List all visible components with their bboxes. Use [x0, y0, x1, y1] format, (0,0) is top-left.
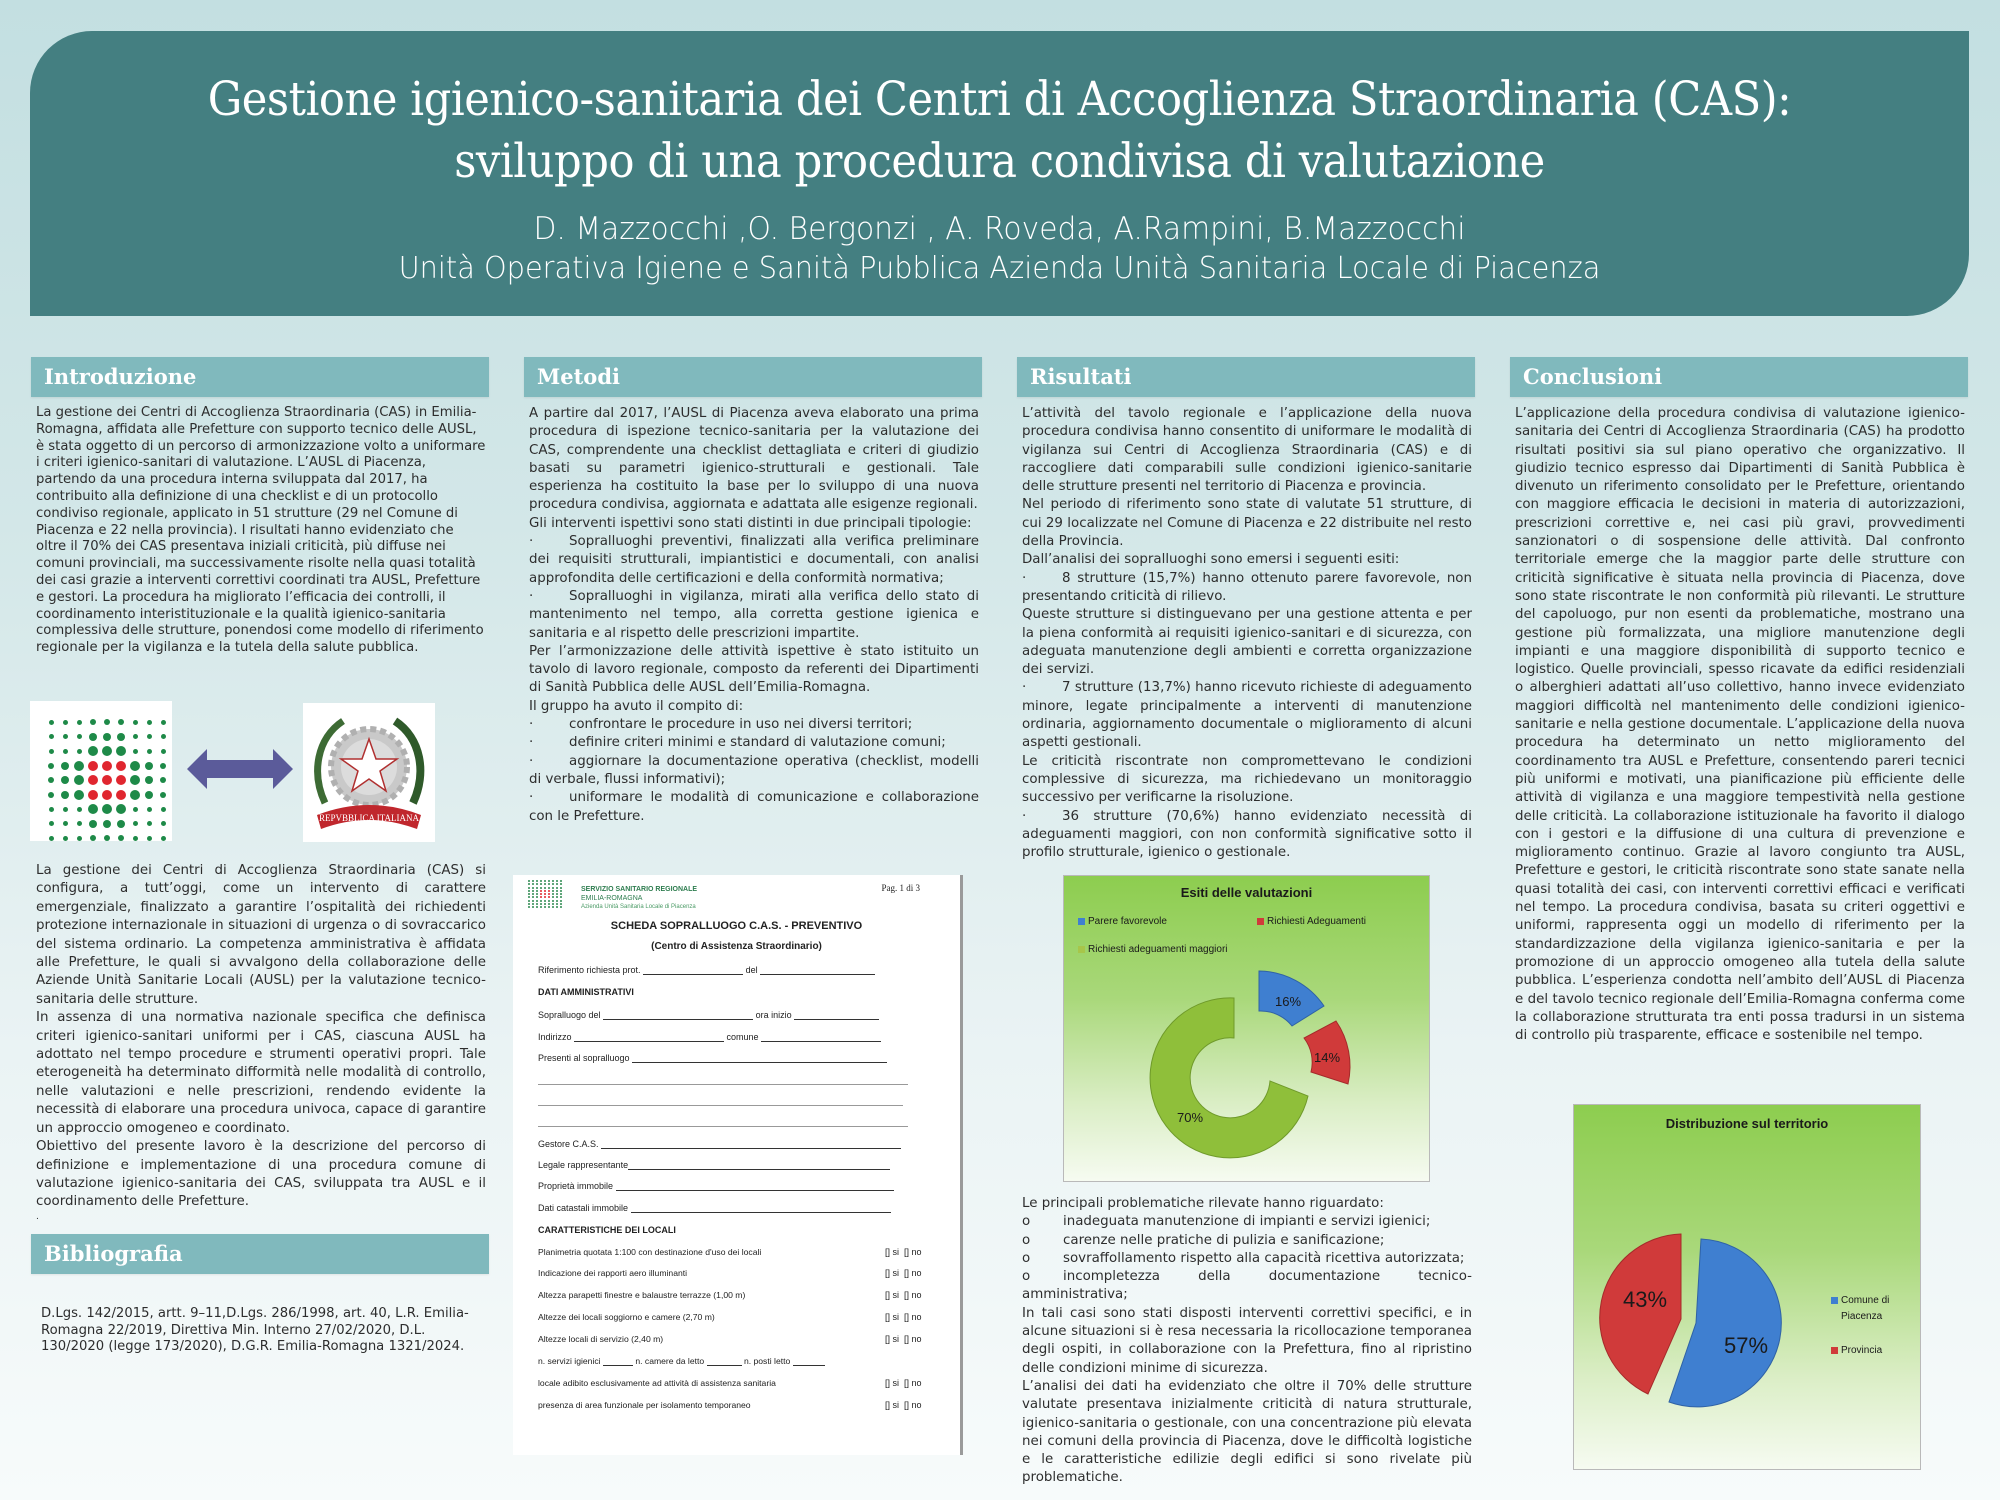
dot — [77, 749, 82, 754]
legend-item-parere-favorevole: Parere favorevole — [1078, 916, 1167, 927]
dot — [48, 777, 54, 783]
dot — [63, 836, 68, 841]
dot — [552, 880, 554, 882]
dot — [552, 900, 554, 902]
dot — [556, 900, 558, 902]
dot — [540, 896, 542, 898]
dot — [118, 719, 124, 725]
intro-paragraph-2: In assenza di una normativa nazionale specifica che definisca criteri igienico-sanitari uniformi per i CAS, ciascuna AUSL ha adottato nel tempo procedure e strumenti operativi propri. Tale eterogeneità ha determinato difformità nelle modalità di controllo, nelle valutazioni e nelle prescrizioni, rendendo evidente la necessità di elaborare una procedura univoca, capace di garantire un approccio omogeneo e coordinato. — [36, 1010, 486, 1136]
dot — [532, 893, 534, 895]
form-subtitle: (Centro di Assistenza Straordinario) — [651, 941, 822, 952]
dot — [536, 887, 538, 889]
dot — [528, 903, 530, 905]
dot — [133, 734, 138, 739]
dot — [540, 890, 542, 892]
dot — [540, 906, 542, 908]
dot — [77, 807, 82, 812]
section-heading-bibliografia: Bibliografia — [31, 1234, 489, 1274]
dot — [102, 761, 112, 771]
chart-distribuzione-territorio — [1573, 1104, 1921, 1470]
pie-chart-icon — [1574, 1105, 1920, 1469]
dot — [118, 835, 124, 841]
dot — [48, 763, 54, 769]
dot — [145, 762, 153, 770]
legend-swatch-red — [1831, 1347, 1838, 1354]
dot — [63, 720, 68, 725]
dot — [133, 836, 138, 841]
svg-text:43%: 43% — [1622, 1287, 1668, 1312]
dot — [147, 821, 152, 826]
metodi-body — [529, 405, 979, 826]
dot — [90, 835, 96, 841]
dot — [560, 893, 562, 895]
dot — [161, 836, 166, 841]
dot — [548, 880, 550, 882]
dot — [61, 791, 69, 799]
dot — [560, 903, 562, 905]
dot — [49, 821, 54, 826]
dot — [556, 883, 558, 885]
trailing-dot: . — [36, 1211, 39, 1222]
form-row-catastali: Dati catastali immobile — [538, 1203, 891, 1213]
dot — [532, 880, 534, 882]
dot — [49, 807, 54, 812]
affiliation: Unità Operativa Igiene e Sanità Pubblica Azienda Unità Sanitaria Locale di Piacenza — [398, 251, 1601, 286]
risultati-paragraph-3: Dall’analisi dei sopralluoghi sono emersi i seguenti esiti: — [1022, 552, 1400, 568]
form-row-counts: n. servizi igienici n. camere da letto n. posti letto — [538, 1356, 825, 1366]
metodi-paragraph-1: A partire dal 2017, l’AUSL di Piacenza aveva elaborato una prima procedura di ispezione tecnico-sanitaria per la valutazione dei CAS, comprendente una checklist dettagliata e criteri di giudizio basati su parametri igienico-strutturali e gestionali. Tale esperienza ha costituito la base per lo sviluppo di una nuova procedura condivisa, aggiornata e adattata alle esigenze regionali. — [529, 406, 979, 513]
dot — [74, 761, 84, 771]
dot — [116, 775, 126, 785]
dot — [160, 777, 166, 783]
form-title: SCHEDA SOPRALLUOGO C.A.S. - PREVENTIVO — [610, 920, 863, 932]
chart-esiti-valutazioni — [1063, 875, 1430, 1182]
dot — [74, 775, 84, 785]
metodi-paragraph-2: Gli interventi ispettivi sono stati distinti in due principali tipologie: — [529, 515, 972, 531]
dot — [88, 790, 98, 800]
dot — [145, 776, 153, 784]
dot — [560, 887, 562, 889]
metodi-task-3: · aggiornare la documentazione operativa (checklist, modelli di verbale, flussi informativi); — [529, 753, 979, 787]
dot — [145, 791, 153, 799]
dot — [540, 900, 542, 902]
intro-paragraph-3: Obiettivo del presente lavoro è la descrizione del percorso di definizione e implementazione di una procedura comune di valutazione igienico-sanitaria dei CAS, sviluppata tra AUSL e il coordinamento delle Prefetture. — [36, 1139, 486, 1210]
italian-emblem-icon — [303, 703, 435, 842]
authors: D. Mazzocchi ,O. Bergonzi , A. Roveda, A.Rampini, B.Mazzocchi — [533, 211, 1466, 247]
risultati-paragraph-1: L’attività del tavolo regionale e l’applicazione della nuova procedura condivisa hanno consentito di uniformare le modalità di vigilanza sui Centri di Accoglienza Straordinaria (CAS) e di raccogliere dati comparabili sulle condizioni igienico-sanitarie delle strutture presenti nel territorio di Piacenza e provincia. — [1022, 406, 1472, 495]
dot — [103, 733, 111, 741]
dot — [102, 790, 112, 800]
form-row-legale: Legale rappresentante — [538, 1160, 890, 1170]
chart-title: Distribuzione sul territorio — [1665, 1116, 1829, 1131]
form-check-row: presenza di area funzionale per isolamento temporaneo — [538, 1400, 751, 1410]
form-section-caratteristiche: CARATTERISTICHE DEI LOCALI — [538, 1225, 676, 1235]
dot — [117, 733, 125, 741]
risultati-body-1 — [1022, 405, 1472, 862]
legend-item-adeguamenti-maggiori: Richiesti adeguamenti maggiori — [1078, 944, 1228, 955]
form-org: SERVIZIO SANITARIO REGIONALE EMILIA-ROMAGNA Azienda Unità Sanitaria Locale di Piacenza — [581, 886, 698, 910]
dot — [528, 880, 530, 882]
form-row-indirizzo: Indirizzo comune — [538, 1032, 881, 1042]
dot — [532, 887, 534, 889]
form-section-dati: DATI AMMINISTRATIVI — [538, 987, 634, 997]
dot — [49, 720, 54, 725]
form-check-si-no: [] si [] no — [885, 1378, 922, 1388]
dot — [548, 900, 550, 902]
dot — [104, 719, 110, 725]
dot — [540, 883, 542, 885]
dot — [556, 880, 558, 882]
form-check-row: locale adibito esclusivamente ad attività di assistenza sanitaria — [538, 1378, 776, 1388]
dot — [556, 896, 558, 898]
legend-swatch-blue — [1831, 1297, 1838, 1304]
dot — [544, 906, 546, 908]
dot — [117, 820, 125, 828]
dot — [116, 790, 126, 800]
dot — [544, 890, 546, 892]
metodi-type-1: · Sopralluoghi preventivi, finalizzati alla verifica preliminare dei requisiti strutturali, impiantistici e documentali, con analisi approfondita delle certificazioni e della conformità normativa; — [529, 534, 979, 586]
dot — [161, 720, 166, 725]
risultati-paragraph-2: Nel periodo di riferimento sono state di valutate 51 strutture, di cui 29 localizzate nel Comune di Piacenza e 22 distribuite nel resto della Provincia. — [1022, 497, 1472, 550]
dot — [102, 746, 112, 756]
dot — [61, 776, 69, 784]
dot — [147, 749, 152, 754]
dot — [88, 746, 98, 756]
legend-item-richiesti-adeguamenti: Richiesti Adeguamenti — [1257, 916, 1366, 927]
form-row-gestore: Gestore C.A.S. — [538, 1139, 901, 1149]
risultati-paragraph-7: In tali casi sono stati disposti interventi correttivi specifici, e in alcune situazioni si è resa necessaria la ricollocazione temporanea degli ospiti, in collaborazione con la Prefettura, fino al ripristino delle condizioni minime di sicurezza. — [1022, 1305, 1472, 1376]
metodi-type-2: · Sopralluoghi in vigilanza, mirati alla verifica dello stato di mantenimento nel tempo, alla corretta gestione igienica e sanitaria e al rispetto delle prescrizioni impartite. — [529, 588, 979, 641]
dot — [88, 761, 98, 771]
dot — [161, 734, 166, 739]
form-row-riferimento: Riferimento richiesta prot. del — [538, 965, 875, 975]
dot — [532, 890, 534, 892]
dot — [102, 775, 112, 785]
dot — [560, 880, 562, 882]
dot — [116, 746, 126, 756]
metodi-task-4: · uniformare le modalità di comunicazione e collaborazione con le Prefetture. — [529, 790, 979, 824]
dot — [540, 893, 542, 895]
form-check-row: Planimetria quotata 1:100 con destinazione d'uso dei locali — [538, 1247, 762, 1257]
dot — [63, 821, 68, 826]
dot — [102, 804, 112, 814]
form-check-si-no: [] si [] no — [885, 1247, 922, 1257]
dot — [560, 906, 562, 908]
svg-text:14%: 14% — [1313, 1050, 1341, 1065]
dot — [536, 903, 538, 905]
dot — [532, 896, 534, 898]
dot — [560, 896, 562, 898]
problem-item: o inadeguata manutenzione di impianti e servizi igienici; — [1022, 1214, 1431, 1230]
dot — [532, 883, 534, 885]
dot — [133, 720, 138, 725]
form-check-si-no: [] si [] no — [885, 1312, 922, 1322]
dot — [548, 906, 550, 908]
legend-item-comune-piacenza: Comune di Piacenza — [1831, 1293, 1889, 1325]
dot — [63, 749, 68, 754]
form-check-si-no: [] si [] no — [885, 1334, 922, 1344]
svg-text:57%: 57% — [1723, 1333, 1769, 1358]
dot — [556, 893, 558, 895]
dot — [552, 906, 554, 908]
dot-grid-icon — [44, 715, 170, 846]
dot — [536, 880, 538, 882]
svg-text:70%: 70% — [1176, 1110, 1204, 1125]
dot — [536, 893, 538, 895]
dot — [560, 890, 562, 892]
title-line-1: Gestione igienico-sanitaria dei Centri di Accoglienza Straordinaria (CAS): — [207, 72, 1792, 127]
intro-body — [36, 862, 486, 1222]
dot — [77, 734, 82, 739]
poster-title — [108, 31, 1892, 193]
dot — [88, 775, 98, 785]
dot — [540, 880, 542, 882]
poster-header — [30, 31, 1969, 316]
dot — [90, 719, 96, 725]
risultati-outcome-1: · 8 strutture (15,7%) hanno ottenuto parere favorevole, non presentando criticità di rilievo. — [1022, 570, 1472, 604]
form-check-row: Altezza parapetti finestre e balaustre terrazze (1,00 m) — [538, 1290, 746, 1300]
dot — [49, 749, 54, 754]
dot — [536, 890, 538, 892]
risultati-paragraph-8: L’analisi dei dati ha evidenziato che oltre il 70% delle strutture valutate presentava inizialmente criticità di natura strutturale, igienico-sanitaria o gestionale, con una concentrazione più elevata nei comuni della provincia di Piacenza, dove le difficoltà logistiche e le caratteristiche edilizie degli edifici si sono rivelate più problematiche. — [1022, 1378, 1472, 1486]
dot — [556, 890, 558, 892]
section-heading-metodi: Metodi — [524, 357, 982, 397]
dot — [528, 890, 530, 892]
dot — [103, 820, 111, 828]
dot — [528, 906, 530, 908]
ssr-emilia-romagna-logo — [30, 701, 172, 841]
section-heading-risultati: Risultati — [1017, 357, 1475, 397]
dot — [544, 880, 546, 882]
dot — [147, 836, 152, 841]
dot — [63, 734, 68, 739]
dot — [528, 883, 530, 885]
dot — [49, 836, 54, 841]
metodi-paragraph-4: Il gruppo ha avuto il compito di: — [529, 698, 744, 714]
dot — [161, 807, 166, 812]
dot — [548, 903, 550, 905]
intro-abstract: La gestione dei Centri di Accoglienza Straordinaria (CAS) in Emilia-Romagna, affidata alle Prefetture con supporto tecnico delle AUSL, è stata oggetto di un percorso di armonizzazione volto a uniformare i criteri igienico-sanitari di valutazione. L’AUSL di Piacenza, partendo da una procedura interna sviluppata dal 2017, ha contribuito alla definizione di una checklist e di un protocollo condiviso regionale, applicato in 51 strutture (29 nel Comune di Piacenza e 22 nella provincia). I risultati hanno evidenziato che oltre il 70% dei CAS presentava iniziali criticità, più diffuse nei comuni provinciali, ma successivamente risolte nella quasi totalità dei casi grazie a interventi correttivi coordinati tra AUSL, Prefetture e gestori. La procedura ha migliorato l’efficacia dei controlli, il coordinamento interistituzionale e la qualità igienico-sanitaria complessiva delle strutture, ponendosi come modello di riferimento regionale per la vigilanza e la tutela della salute pubblica. — [36, 405, 486, 656]
section-heading-introduzione: Introduzione — [31, 357, 489, 397]
dot — [544, 903, 546, 905]
dot — [77, 836, 82, 841]
dot — [160, 763, 166, 769]
problem-item: o incompletezza della documentazione tecnico-amministrativa; — [1022, 1269, 1472, 1303]
dot — [536, 906, 538, 908]
dot — [88, 804, 98, 814]
form-row-proprieta: Proprietà immobile — [538, 1181, 894, 1191]
form-logo-icon — [528, 880, 564, 910]
doughnut-chart-icon — [1064, 876, 1429, 1181]
dot — [133, 807, 138, 812]
svg-text:REPVBBLICA ITALIANA: REPVBBLICA ITALIANA — [318, 813, 420, 823]
dot — [161, 749, 166, 754]
double-arrow-icon — [187, 749, 293, 789]
form-page-number: Pag. 1 di 3 — [881, 883, 920, 893]
metodi-paragraph-3: Per l’armonizzazione delle attività ispettive è stato istituito un tavolo di lavoro regionale, composto da referenti dei Dipartimenti di Sanità Pubblica delle AUSL dell’Emilia-Romagna. — [529, 643, 979, 696]
risultati-outcome-2: · 7 strutture (13,7%) hanno ricevuto richieste di adeguamento minore, legate principalmente a interventi di manutenzione ordinaria, aggiornamento documentale o miglioramento di alcuni aspetti gestionali. — [1022, 680, 1472, 751]
dot — [556, 903, 558, 905]
dot — [556, 906, 558, 908]
dot — [532, 903, 534, 905]
form-blank-line — [538, 1075, 908, 1085]
dot — [528, 900, 530, 902]
dot — [544, 883, 546, 885]
form-blank-line — [538, 1117, 908, 1127]
dot — [89, 820, 97, 828]
dot — [540, 903, 542, 905]
dot — [536, 883, 538, 885]
risultati-paragraph-4: Queste strutture si distinguevano per una gestione attenta e per la piena conformità ai requisiti igienico-sanitari e di sicurezza, con adeguata manutenzione degli ambienti e corretta organizzazione dei servizi. — [1022, 607, 1472, 678]
dot — [48, 792, 54, 798]
dot — [548, 883, 550, 885]
metodi-task-1: · confrontare le procedure in uso nei diversi territori; — [529, 717, 913, 733]
problem-item: o carenze nelle pratiche di pulizia e sanificazione; — [1022, 1232, 1385, 1248]
title-line-2: sviluppo di una procedura condivisa di valutazione — [454, 134, 1545, 189]
dot — [536, 900, 538, 902]
form-check-si-no: [] si [] no — [885, 1400, 922, 1410]
conclusioni-body: L’applicazione della procedura condivisa di valutazione igienico-sanitaria dei Centri di Accoglienza Straordinaria (CAS) ha prodotto risultati positivi sia sul piano operativo che organizzativo. Il giudizio tecnico espresso dai Dipartimenti di Sanità Pubblica è divenuto un riferimento consolidato per le Prefetture, orientando con maggiore efficacia le decisioni in materia di autorizzazioni, prescrizioni correttive e, nei casi più gravi, provvedimenti sanzionatori o di sospensione delle attività. Dal confronto territoriale emerge che la maggior parte delle strutture con criticità significative è situata nella provincia di Piacenza, dove sono state riscontrate le non conformità più rilevanti. Le strutture del capoluogo, pur non esenti da problematiche, mostrano una gestione più formalizzata, una migliore manutenzione degli impianti e una maggiore disponibilità di supporto tecnico e logistico. Quelle provinciali, spesso ricavate da edifici residenziali o alberghieri adattati all’uso collettivo, hanno invece evidenziato maggiori difficoltà nel mantenimento delle condizioni igienico-sanitarie e nella gestione documentale. L’applicazione della nuova procedura ha determinato un netto miglioramento del coordinamento tra AUSL e Prefetture, consentendo pareri tecnici più uniformi e motivati, una pianificazione più efficiente delle attività di vigilanza e una maggiore tempestività nella gestione delle criticità. La collaborazione istituzionale ha favorito il dialogo con i gestori e la diffusione di una cultura di prevenzione e miglioramento continuo. Grazie al lavoro congiunto tra AUSL, Prefetture e gestori, le criticità riscontrate sono state sanate nella quasi totalità dei casi, con interventi correttivi efficaci e verificati nel tempo. La procedura condivisa, basata su criteri oggettivi e uniformi, rappresenta oggi un modello di riferimento per la standardizzazione della vigilanza igienico-sanitaria e per la promozione di un approccio omogeneo alla tutela della salute pubblica. L’esperienza condotta nell’ambito dell’AUSL di Piacenza e del tavolo tecnico regionale dell’Emilia-Romagna conferma come la collaborazione strutturata tra enti possa tradursi in un sistema di controllo più trasparente, efficace e sostenibile nel tempo. — [1515, 406, 1965, 1044]
legend-item-provincia: Provincia — [1831, 1345, 1882, 1356]
form-check-row: Altezze dei locali soggiorno e camere (2,70 m) — [538, 1312, 715, 1322]
dot — [548, 896, 550, 898]
form-check-si-no: [] si [] no — [885, 1290, 922, 1300]
form-row-presenti: Presenti al sopralluogo — [538, 1053, 887, 1063]
dot — [560, 900, 562, 902]
dot — [133, 749, 138, 754]
dot — [130, 790, 140, 800]
dot — [552, 896, 554, 898]
dot — [104, 835, 110, 841]
dot — [161, 821, 166, 826]
dot — [532, 906, 534, 908]
form-check-row: Altezze locali di servizio (2,40 m) — [538, 1334, 664, 1344]
dot — [540, 887, 542, 889]
dot — [548, 887, 550, 889]
dot — [74, 790, 84, 800]
risultati-paragraph-5: Le criticità riscontrate non compromettevano le condizioni complessive di sicurezza, ma richiedevano un monitoraggio successivo per verificarne la risoluzione. — [1022, 753, 1472, 806]
dot — [548, 890, 550, 892]
dot — [116, 761, 126, 771]
repubblica-italiana-emblem — [303, 703, 435, 842]
risultati-paragraph-6: Le principali problematiche rilevate hanno riguardato: — [1022, 1196, 1384, 1211]
dot — [130, 775, 140, 785]
form-check-row: Indicazione dei rapporti aero illuminanti — [538, 1268, 688, 1278]
dot — [552, 883, 554, 885]
dot — [147, 734, 152, 739]
intro-paragraph-1: La gestione dei Centri di Accoglienza Straordinaria (CAS) si configura, a tutt’oggi, come un intervento di carattere emergenziale, finalizzato a garantire l’ospitalità dei richiedenti protezione internazionale in situazioni di urgenza o di sovraccarico del sistema ordinario. La competenza amministrativa è affidata alle Prefetture, le quali si avvalgono della collaborazione delle Aziende Unità Sanitarie Locali (AUSL) per la valutazione tecnico-sanitaria delle strutture. — [36, 863, 486, 1007]
dot — [532, 900, 534, 902]
dot — [544, 896, 546, 898]
dot — [536, 896, 538, 898]
dot — [544, 900, 546, 902]
dot — [528, 896, 530, 898]
section-heading-conclusioni: Conclusioni — [1510, 357, 1968, 397]
dot — [544, 893, 546, 895]
dot — [61, 762, 69, 770]
dot — [133, 821, 138, 826]
dot — [552, 903, 554, 905]
dot — [548, 893, 550, 895]
dot — [552, 887, 554, 889]
dot — [147, 807, 152, 812]
dot — [528, 893, 530, 895]
dot — [560, 883, 562, 885]
form-blank-line — [538, 1096, 903, 1106]
dot — [528, 887, 530, 889]
dot — [556, 887, 558, 889]
problem-item: o sovraffollamento rispetto alla capacità ricettiva autorizzata; — [1022, 1250, 1465, 1266]
dot — [77, 720, 82, 725]
bibliography-text: D.Lgs. 142/2015, artt. 9–11,D.Lgs. 286/1998, art. 40, L.R. Emilia-Romagna 22/2019, Direttiva Min. Interno 27/02/2020, D.L. 130/2020 (legge 173/2020), D.G.R. Emilia-Romagna 1321/2024. — [41, 1306, 469, 1354]
dot — [130, 761, 140, 771]
dot — [544, 887, 546, 889]
inspection-form-scan — [513, 875, 963, 1455]
chart-title: Esiti delle valutazioni — [1180, 885, 1313, 900]
form-check-si-no: [] si [] no — [885, 1268, 922, 1278]
dot — [160, 792, 166, 798]
form-row-sopralluogo: Sopralluogo del ora inizio — [538, 1010, 879, 1020]
risultati-body-2 — [1022, 1195, 1472, 1488]
dot — [147, 720, 152, 725]
dot — [63, 807, 68, 812]
metodi-task-2: · definire criteri minimi e standard di valutazione comuni; — [529, 735, 946, 751]
dot — [552, 893, 554, 895]
dot — [552, 890, 554, 892]
dot — [49, 734, 54, 739]
dot — [89, 733, 97, 741]
dot — [116, 804, 126, 814]
svg-text:16%: 16% — [1274, 994, 1302, 1009]
dot — [77, 821, 82, 826]
risultati-outcome-3: · 36 strutture (70,6%) hanno evidenziato necessità di adeguamenti maggiori, con non conformità significative sotto il profilo strutturale, igienico o gestionale. — [1022, 808, 1472, 861]
